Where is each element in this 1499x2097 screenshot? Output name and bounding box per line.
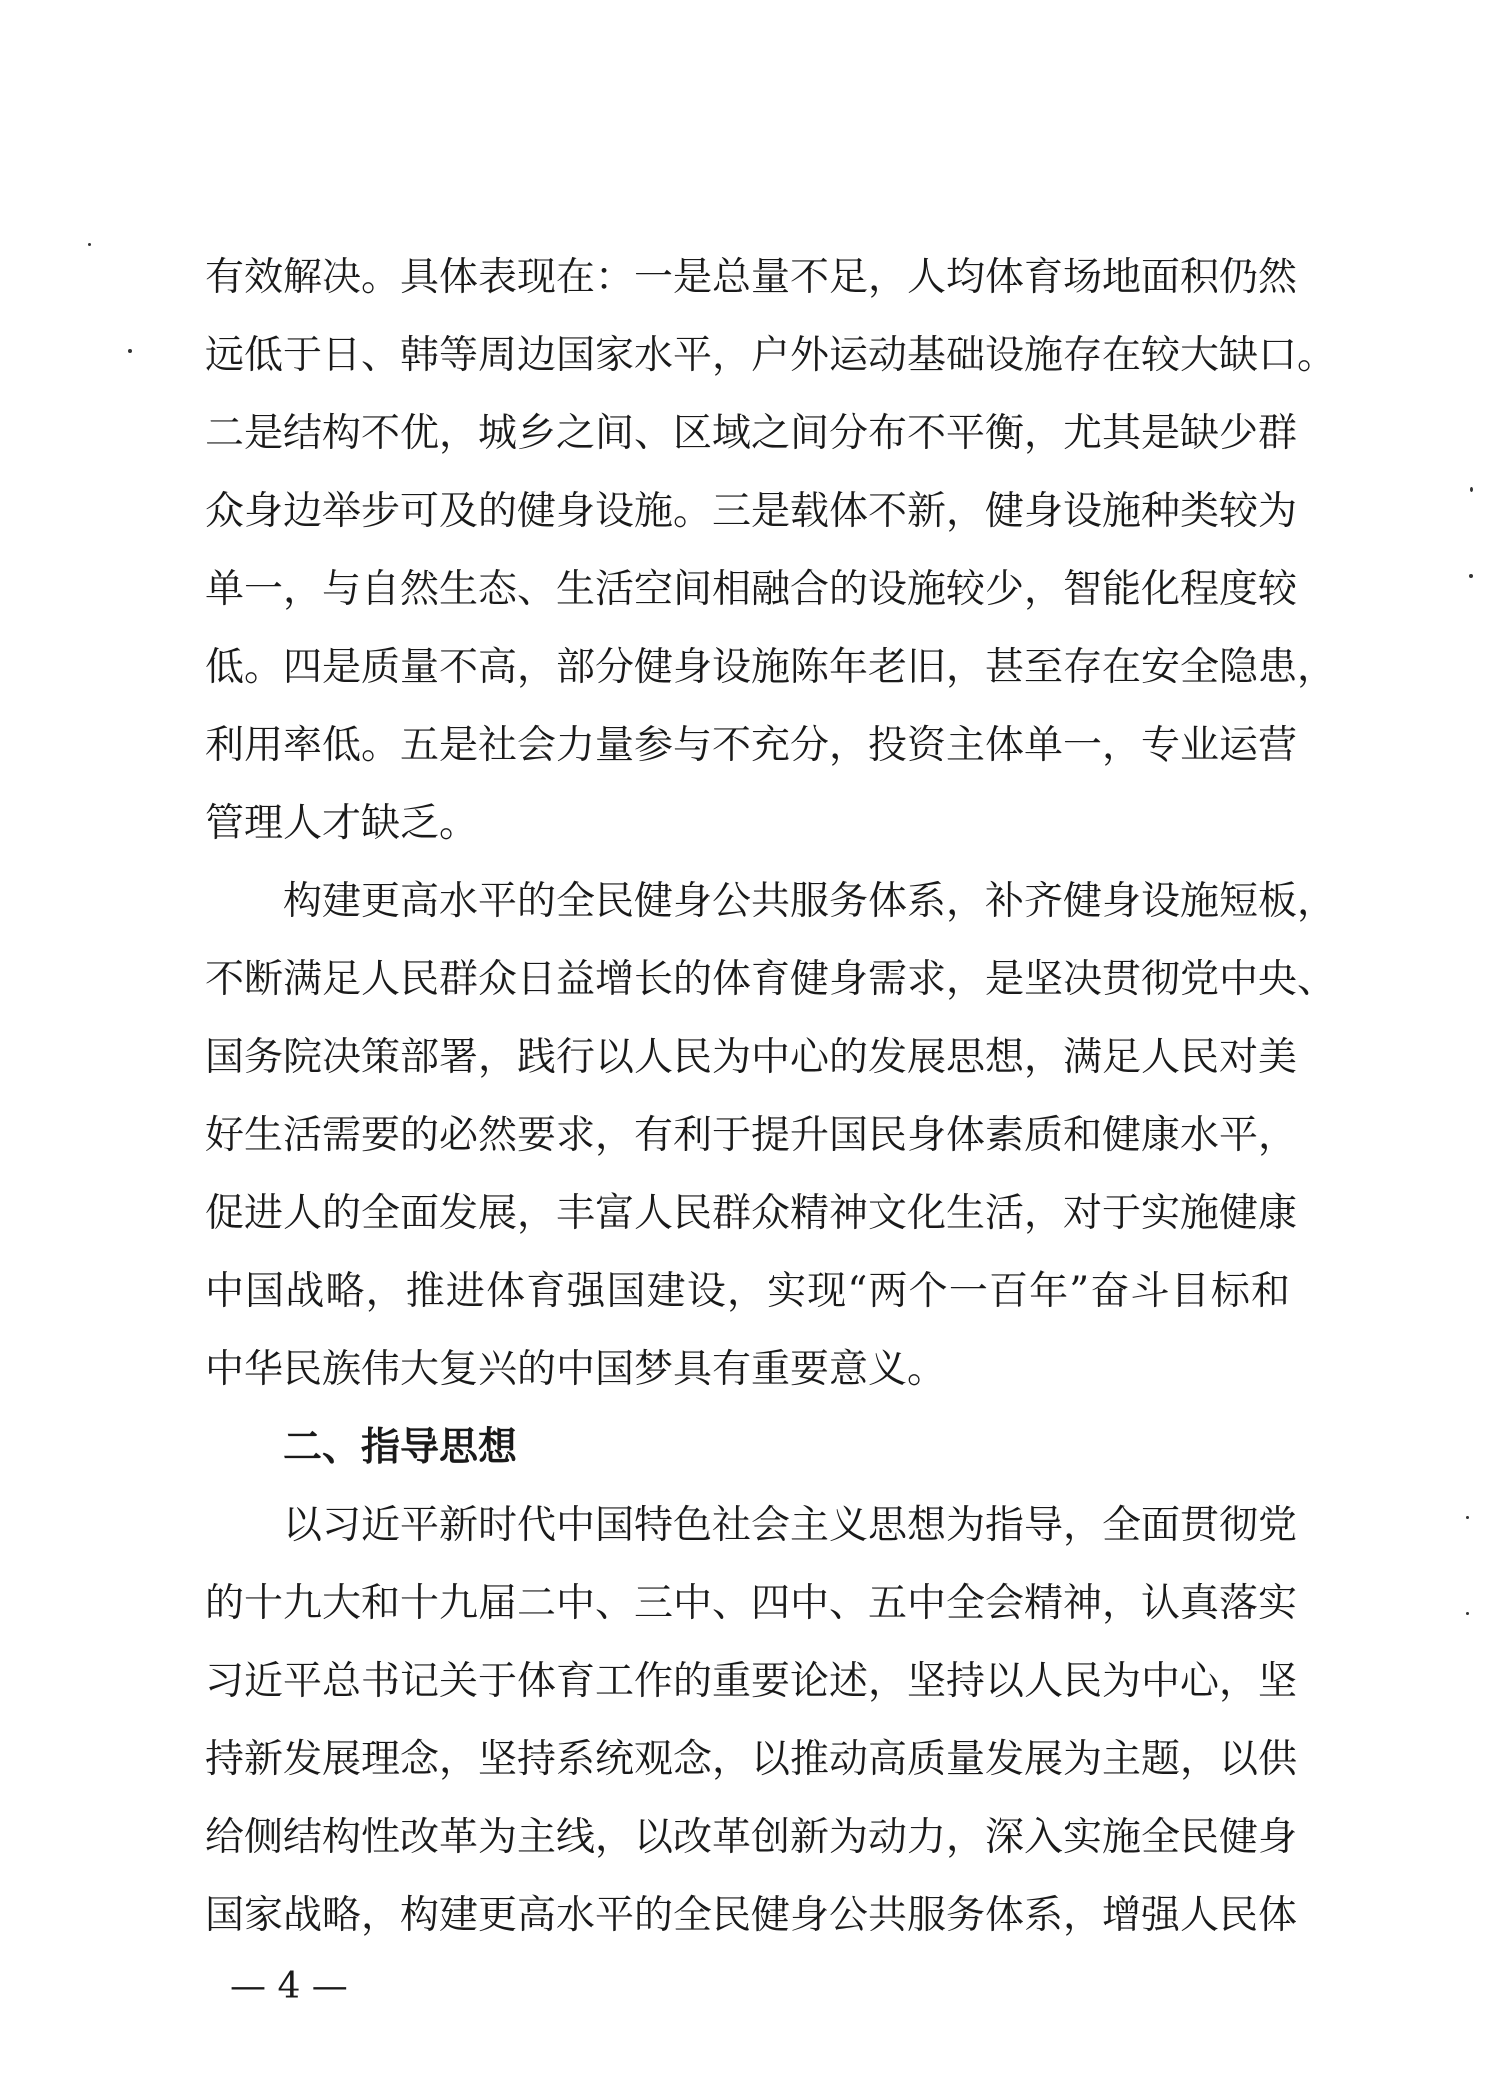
paragraph-line: 中国战略，推进体育强国建设，实现“两个一百年”奋斗目标和 [205,1269,1290,1314]
paragraph-line: 构建更高水平的全民健身公共服务体系，补齐健身设施短板， [283,879,1337,924]
scan-speck [1466,1612,1469,1615]
paragraph-line: 管理人才缺乏。 [205,801,479,846]
paragraph-line: 中华民族伟大复兴的中国梦具有重要意义。 [205,1347,947,1392]
paragraph-line: 众身边举步可及的健身设施。三是载体不新，健身设施种类较为 [205,489,1298,534]
paragraph-line: 促进人的全面发展，丰富人民群众精神文化生活，对于实施健康 [205,1191,1298,1236]
paragraph-line: 二是结构不优，城乡之间、区域之间分布不平衡，尤其是缺少群 [205,411,1298,456]
paragraph-line: 持新发展理念，坚持系统观念，以推动高质量发展为主题，以供 [205,1737,1298,1782]
scan-speck [1466,1516,1469,1519]
paragraph-line: 不断满足人民群众日益增长的体育健身需求，是坚决贯彻党中央、 [205,957,1337,1002]
paragraph-line: 以习近平新时代中国特色社会主义思想为指导，全面贯彻党 [283,1503,1298,1548]
scan-speck [1470,487,1473,492]
paragraph-line: 国务院决策部署，践行以人民为中心的发展思想，满足人民对美 [205,1035,1298,1080]
paragraph-line: 利用率低。五是社会力量参与不充分，投资主体单一，专业运营 [205,723,1298,768]
scan-speck [88,243,91,246]
paragraph-line: 单一，与自然生态、生活空间相融合的设施较少，智能化程度较 [205,567,1298,612]
paragraph-line: 远低于日、韩等周边国家水平，户外运动基础设施存在较大缺口。 [205,333,1337,378]
paragraph-line: 的十九大和十九届二中、三中、四中、五中全会精神，认真落实 [205,1581,1298,1626]
section-heading: 二、指导思想 [283,1425,518,1470]
paragraph-line: 给侧结构性改革为主线，以改革创新为动力，深入实施全民健身 [205,1815,1298,1860]
paragraph-line: 好生活需要的必然要求，有利于提升国民身体素质和健康水平， [205,1113,1298,1158]
paragraph-line: 国家战略，构建更高水平的全民健身公共服务体系，增强人民体 [205,1893,1298,1938]
paragraph-line: 低。四是质量不高，部分健身设施陈年老旧，甚至存在安全隐患， [205,645,1337,690]
page-number: — 4 — [230,1966,348,2007]
paragraph-line: 有效解决。具体表现在：一是总量不足，人均体育场地面积仍然 [205,255,1298,300]
paragraph-line: 习近平总书记关于体育工作的重要论述，坚持以人民为中心，坚 [205,1659,1298,1704]
scan-speck [128,349,132,353]
scan-speck [1469,574,1473,578]
